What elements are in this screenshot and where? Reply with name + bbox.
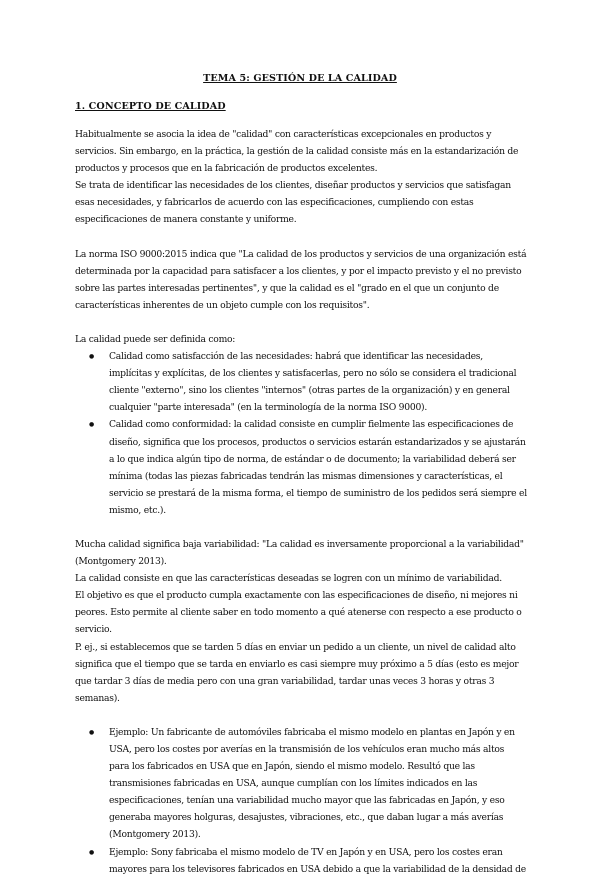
paragraph: La calidad puede ser definida como: [75, 333, 236, 345]
document-title: TEMA 5: GESTIÓN DE LA CALIDAD [203, 73, 397, 84]
paragraph: Se trata de identificar las necesidades de los clientes, diseñar productos y servicios que satisfagan esas necesidades, y fabricarlos de acuerdo con las especificaciones, cumpliendo con estas especificaciones de manera constante y uniforme. [75, 180, 511, 226]
list-item: ● Ejemplo: Un fabricante de automóviles fabricaba el mismo modelo en plantas en Japón y en USA, pero los costes por averías en la transmisión de los vehículos eran mucho más altos para los fabricados en USA que en Japón, siendo el mismo modelo. Resultó que las transmisiones fabricadas en USA, aunque cumplían con los límites indicados en las especificaciones, tenían una variabilidad mucho mayor que las fabricadas en Japón, y eso generaba mayores holguras, desajustes, vibraciones, etc., que daban lugar a más averías (Montgomery 2013). [75, 724, 527, 844]
list-item: ● Ejemplo: Sony fabricaba el mismo modelo de TV en Japón y en USA, pero los costes eran mayores para los televisores fabricados en USA debido a que la variabilidad de la densidad de [75, 844, 527, 878]
paragraph: P. ej., si establecemos que se tarden 5 días en enviar un pedido a un cliente, un nivel de calidad alto significa que el tiempo que se tarda en enviarlo es casi siempre muy próximo a 5 días (esto es mejor que tardar 3 días de media pero con una gran variabilidad, tardar unas veces 3 horas y otras 3 semanas). [75, 641, 519, 704]
list-item: ● Calidad como conformidad: la calidad consiste en cumplir fielmente las especificaciones de diseño, significa que los procesos, productos o servicios estarán estandarizados y se ajustarán a lo que indica algún tipo de norma, de estándar o de documento; la variabilidad deberá ser mínima (todas las piezas fabricadas tendrán las mismas dimensiones y características, el servicio se prestará de la misma forma, el tiempo de suministro de los pedidos será siempre el mismo, etc.). [75, 416, 527, 519]
paragraph: Habitualmente se asocia la idea de "calidad" con características excepcionales en productos y servicios. Sin embargo, en la práctica, la gestión de la calidad consiste más en la estandarización de productos y procesos que en la fabricación de productos excelentes. [75, 129, 519, 175]
definition-list [75, 348, 527, 519]
paragraph: La norma ISO 9000:2015 indica que "La calidad de los productos y servicios de una organización está determinada por la capacidad para satisfacer a los clientes, y por el impacto previsto y el no previsto sobre las partes interesadas pertinentes", y que la calidad es el "grado en el que un conjunto de características inherentes de un objeto cumple con los requisitos". [75, 248, 527, 311]
example-list [75, 724, 527, 878]
paragraph: Mucha calidad significa baja variabilidad: "La calidad es inversamente proporcional a la variabilidad" (Montgomery 2013). [75, 538, 524, 568]
list-item: ● Calidad como satisfacción de las necesidades: habrá que identificar las necesidades, implícitas y explícitas, de los clientes y satisfacerlas, pero no sólo se considera el tradicional cliente "externo", sino los clientes "internos" (otras partes de la organización) y en general cualquier "parte interesada" (en la terminología de la norma ISO 9000). [75, 348, 527, 416]
document-body [75, 126, 527, 878]
paragraph: La calidad consiste en que las características deseadas se logren con un mínimo de variabilidad. [75, 573, 502, 585]
paragraph: El objetivo es que el producto cumpla exactamente con las especificaciones de diseño, ni mejores ni peores. Esto permite al cliente saber en todo momento a qué atenerse con respecto a ese producto o servicio. [75, 590, 522, 636]
section-heading: 1. CONCEPTO DE CALIDAD [75, 101, 226, 112]
